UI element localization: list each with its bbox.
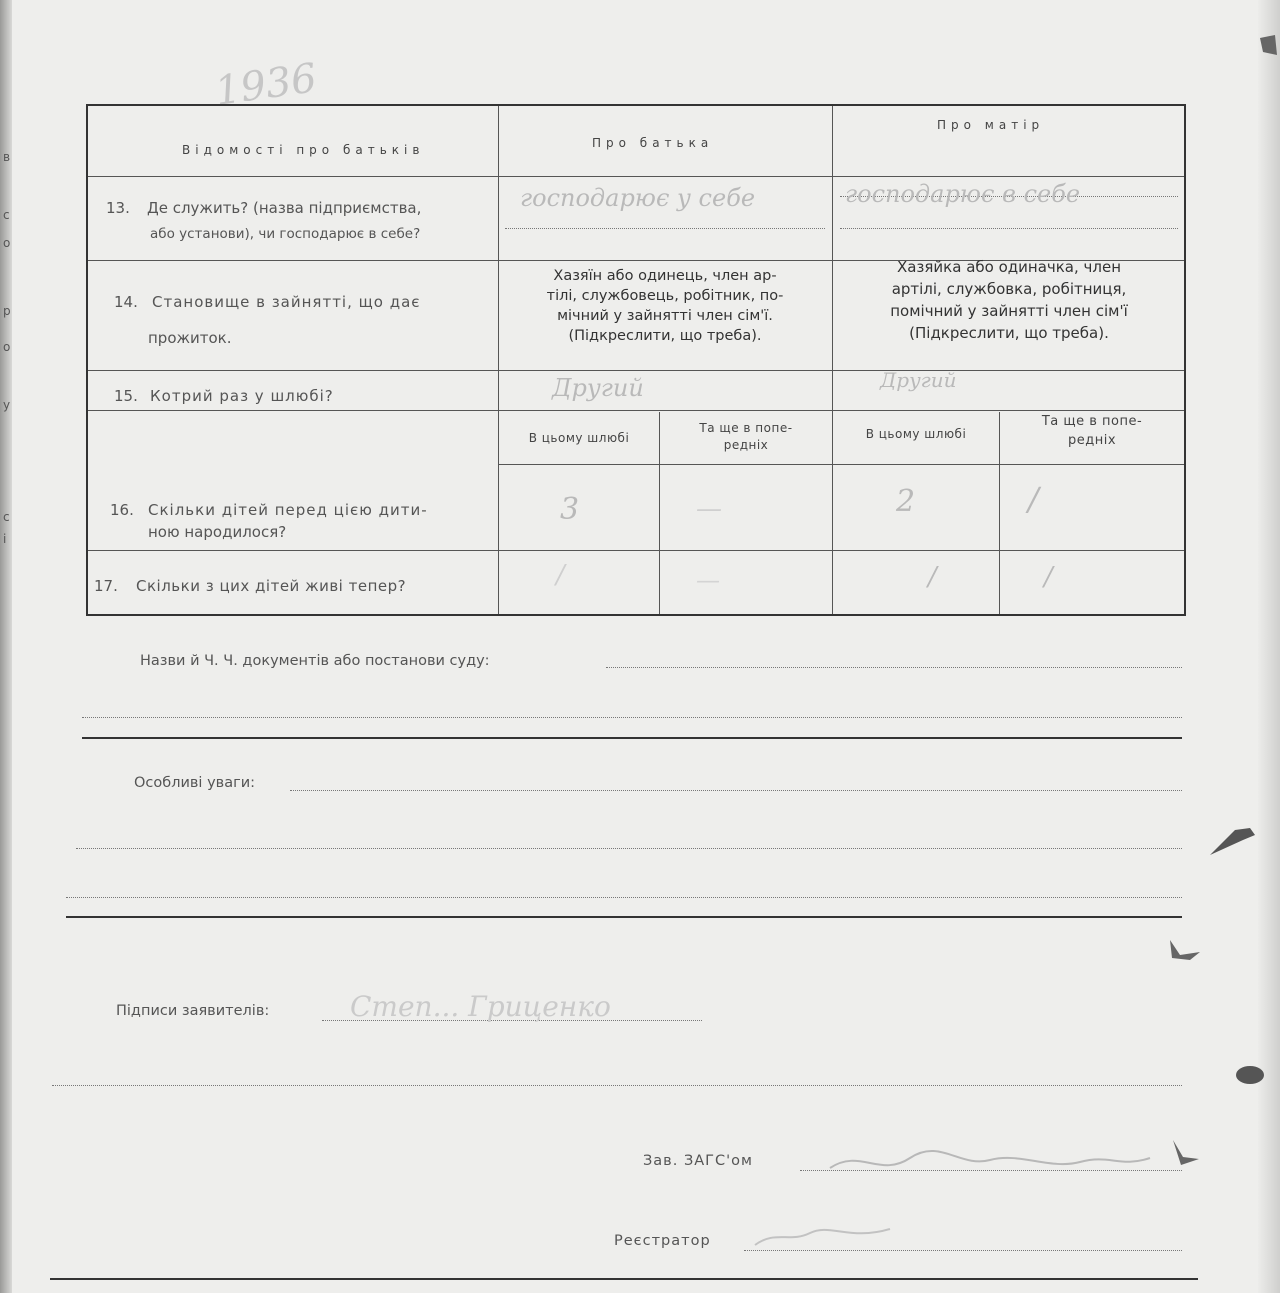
table-divider-left xyxy=(498,106,499,614)
signatures-label: Підписи заявителів: xyxy=(116,1003,270,1019)
row-line xyxy=(88,176,1184,177)
q17-value: — xyxy=(696,566,720,594)
father-option-line: тілі, службовець, робітник, по- xyxy=(546,288,784,304)
paper-left-edge xyxy=(0,0,12,1293)
section-rule xyxy=(82,737,1182,739)
head-registry-label: Зав. ЗАГС'ом xyxy=(643,1153,753,1169)
ink-stain xyxy=(1205,810,1265,860)
subheader-this-marriage-mother: В цьому шлюбі xyxy=(865,427,967,441)
margin-letter: с xyxy=(3,510,10,524)
subheader-previous-father: Та ще в попе- редніх xyxy=(699,421,793,452)
header-about-father: Про батька xyxy=(592,136,714,150)
subheader-previous-mother: Та ще в попе- редніх xyxy=(1041,414,1143,448)
documents-line xyxy=(82,717,1182,718)
signatures-line xyxy=(52,1085,1182,1086)
q14-mother-options xyxy=(836,256,1182,344)
mother-option-line: помічний у зайнятті член сім'ї xyxy=(890,302,1128,320)
q13-text-line1: Де служить? (назва підприємства, xyxy=(147,199,422,217)
notes-line xyxy=(76,848,1182,849)
father-option-line: (Підкреслити, що треба). xyxy=(568,328,762,344)
mother-option-line: артілі, службовка, робітниця, xyxy=(891,280,1127,298)
header-about-mother: Про матір xyxy=(937,118,1045,132)
q15-number: 15. xyxy=(114,387,138,405)
row-line xyxy=(88,550,1184,551)
notes-label: Особливі уваги: xyxy=(134,775,256,791)
q16-value: 2 xyxy=(896,484,916,519)
q17-value: / xyxy=(556,560,565,590)
row-line xyxy=(498,464,1184,465)
margin-letter: і xyxy=(3,532,7,546)
registrar-label: Реєстратор xyxy=(614,1233,711,1249)
section-rule xyxy=(66,916,1182,918)
ink-stain xyxy=(1160,930,1210,970)
q14-text-line1: Становище в зайнятті, що дає xyxy=(152,293,421,311)
answer-line xyxy=(840,228,1178,229)
head-signature xyxy=(820,1138,1160,1188)
row-line xyxy=(88,410,1184,411)
registrar-signature xyxy=(750,1215,900,1255)
q15-mother-answer: Другий xyxy=(880,368,957,392)
bottom-rule xyxy=(50,1278,1198,1280)
q14-text-line2: прожиток. xyxy=(148,329,232,347)
margin-letter: у xyxy=(3,398,11,412)
margin-letter: о xyxy=(3,340,11,354)
q17-value: / xyxy=(1044,562,1053,592)
q14-number: 14. xyxy=(114,293,138,311)
q17-text: Скільки з цих дітей живі тепер? xyxy=(136,577,407,595)
table-divider-middle xyxy=(832,106,833,614)
q16-value: 3 xyxy=(560,492,580,527)
margin-letter: о xyxy=(3,236,11,250)
applicant-signature: Степ... Гриценко xyxy=(350,990,611,1023)
q13-text-line2: або установи), чи господарює в себе? xyxy=(150,226,421,242)
q16-text-line2: ною народилося? xyxy=(148,523,287,541)
father-option-line: Хазяїн або одинець, член ар- xyxy=(553,268,777,284)
q13-father-answer: господарює у себе xyxy=(520,184,756,212)
q16-text-line1: Скільки дітей перед цією дити- xyxy=(148,501,428,519)
notes-line xyxy=(66,897,1182,898)
q14-father-options xyxy=(500,266,830,346)
margin-letter: с xyxy=(3,208,10,222)
mother-option-line: (Підкреслити, що треба). xyxy=(909,324,1109,342)
margin-letter: в xyxy=(3,150,11,164)
ink-stain xyxy=(1225,1055,1275,1095)
q15-father-answer: Другий xyxy=(552,374,644,402)
q16-value: / xyxy=(1028,480,1039,518)
documents-line xyxy=(606,667,1182,668)
row-line xyxy=(88,370,1184,371)
paper-right-edge xyxy=(1258,0,1280,1293)
q17-number: 17. xyxy=(94,577,118,595)
header-parents-info: Відомості про батьків xyxy=(182,143,425,157)
margin-letter: р xyxy=(3,304,11,318)
q13-mother-answer: господарює в себе xyxy=(845,180,1081,208)
answer-line xyxy=(505,228,825,229)
father-option-line: мічний у зайнятті член сім'ї. xyxy=(557,308,773,324)
subheader-this-marriage-father: В цьому шлюбі xyxy=(528,431,630,445)
mother-option-line: Хазяйка або одиначка, член xyxy=(896,258,1122,276)
notes-line xyxy=(290,790,1182,791)
table-divider-father-sub xyxy=(659,412,660,614)
ink-stain xyxy=(1255,30,1280,60)
documents-label: Назви й Ч. Ч. документів або постанови суду: xyxy=(140,653,490,669)
q16-value: — xyxy=(696,494,722,524)
q13-number: 13. xyxy=(106,199,130,217)
q16-number: 16. xyxy=(110,501,134,519)
q15-text: Котрий раз у шлюбі? xyxy=(150,387,334,405)
table-divider-mother-sub xyxy=(999,412,1000,614)
pencil-year-note: 1936 xyxy=(212,55,320,115)
ink-stain xyxy=(1165,1135,1205,1175)
q17-value: / xyxy=(928,562,937,592)
